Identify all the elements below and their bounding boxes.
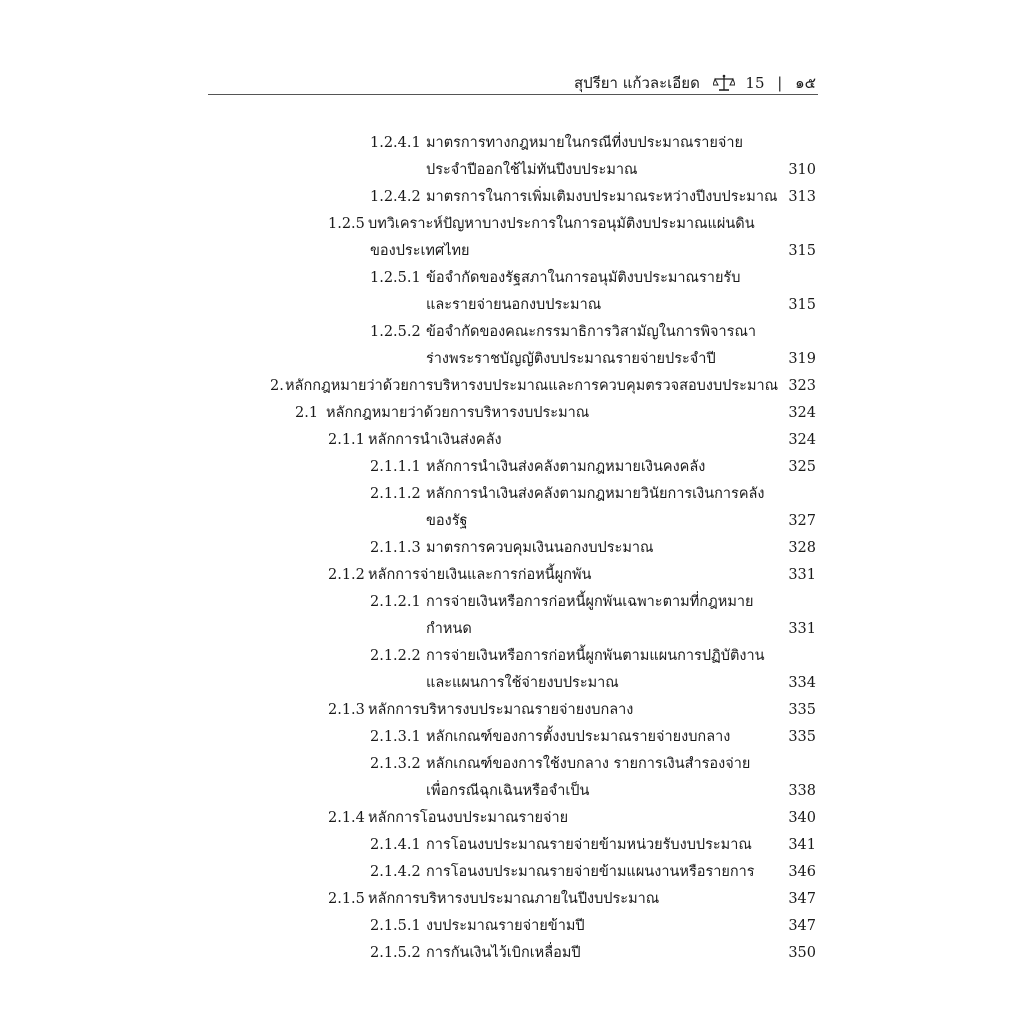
toc-line (0, 670, 1024, 697)
toc-entry (0, 481, 1024, 535)
toc-entry (0, 940, 1024, 967)
toc-line (0, 643, 1024, 670)
toc-title: ของรัฐ (426, 513, 468, 529)
toc-line (0, 319, 1024, 346)
toc-title: มาตรการในการเพิ่มเติมงบประมาณระหว่างปีงบประมาณ (426, 189, 778, 205)
toc-number: 2.1.2.2 (370, 648, 421, 664)
toc-line (0, 211, 1024, 238)
toc-title: เพื่อกรณีฉุกเฉินหรือจำเป็น (426, 783, 590, 799)
toc-number: 2.1.2.1 (370, 594, 421, 610)
toc-title: หลักการนำเงินส่งคลัง (368, 432, 502, 448)
toc-title: หลักกฎหมายว่าด้วยการบริหารงบประมาณ (326, 405, 590, 421)
toc-page-number: 335 (788, 702, 816, 718)
toc-entry (0, 184, 1024, 211)
toc-number: 1.2.4.2 (370, 189, 421, 205)
toc-entry (0, 130, 1024, 184)
toc-title: และรายจ่ายนอกงบประมาณ (426, 297, 602, 313)
toc-number: 2.1.4 (328, 810, 365, 826)
toc-title: มาตรการทางกฎหมายในกรณีที่งบประมาณรายจ่าย (426, 135, 744, 151)
toc-entry (0, 805, 1024, 832)
toc-page-number: 323 (788, 378, 816, 394)
toc-number: 2.1 (295, 405, 319, 421)
toc-title: หลักการบริหารงบประมาณภายในปีงบประมาณ (368, 891, 660, 907)
toc-number: 2.1.3.2 (370, 756, 421, 772)
toc-page-number: 331 (788, 621, 816, 637)
toc-title: หลักการนำเงินส่งคลังตามกฎหมายเงินคงคลัง (426, 459, 706, 475)
toc-page-number: 324 (788, 405, 816, 421)
toc-page-number: 347 (788, 891, 816, 907)
header-separator: | (777, 74, 783, 92)
toc-entry (0, 400, 1024, 427)
toc-line (0, 913, 1024, 940)
toc-line (0, 724, 1024, 751)
toc-line (0, 292, 1024, 319)
toc-entry (0, 643, 1024, 697)
header-page-number-thai: ๑๕ (795, 74, 816, 92)
toc-number: 2.1.1.1 (370, 459, 421, 475)
toc-entry (0, 913, 1024, 940)
toc-title: ประจำปีออกใช้ไม่ทันปีงบประมาณ (426, 162, 638, 178)
toc-line (0, 400, 1024, 427)
toc-title: กำหนด (426, 621, 472, 637)
toc-line (0, 427, 1024, 454)
toc-page-number: 341 (788, 837, 816, 853)
toc-line (0, 751, 1024, 778)
toc-title: ข้อจำกัดของคณะกรรมาธิการวิสามัญในการพิจารณา (426, 324, 757, 340)
toc-number: 2.1.5 (328, 891, 365, 907)
toc-entry (0, 373, 1024, 400)
toc-entry (0, 319, 1024, 373)
toc-number: 2.1.4.2 (370, 864, 421, 880)
toc-number: 2.1.2 (328, 567, 365, 583)
toc-title: การจ่ายเงินหรือการก่อหนี้ผูกพันเฉพาะตามที่กฎหมาย (426, 594, 754, 610)
toc-title: หลักการจ่ายเงินและการก่อหนี้ผูกพัน (368, 567, 592, 583)
toc-page-number: 350 (788, 945, 816, 961)
toc-line (0, 940, 1024, 967)
toc-entry (0, 265, 1024, 319)
toc-number: 2.1.4.1 (370, 837, 421, 853)
toc-line (0, 454, 1024, 481)
toc-page-number: 340 (788, 810, 816, 826)
toc-page-number: 315 (788, 243, 816, 259)
toc-page-number: 346 (788, 864, 816, 880)
toc-title: ร่างพระราชบัญญัติงบประมาณรายจ่ายประจำปี (426, 351, 716, 367)
toc-number: 2.1.3 (328, 702, 365, 718)
table-of-contents (0, 130, 1024, 967)
toc-entry (0, 562, 1024, 589)
toc-line (0, 265, 1024, 292)
toc-entry (0, 832, 1024, 859)
toc-title: หลักการนำเงินส่งคลังตามกฎหมายวินัยการเงินการคลัง (426, 486, 765, 502)
running-header (208, 68, 816, 96)
toc-entry (0, 427, 1024, 454)
toc-line (0, 373, 1024, 400)
toc-line (0, 886, 1024, 913)
toc-title: การโอนงบประมาณรายจ่ายข้ามหน่วยรับงบประมาณ (426, 837, 752, 853)
toc-title: หลักการโอนงบประมาณรายจ่าย (368, 810, 569, 826)
header-author: สุปรียา แก้วละเอียด (574, 74, 700, 92)
toc-title: ข้อจำกัดของรัฐสภาในการอนุมัติงบประมาณรายรับ (426, 270, 741, 286)
toc-page-number: 338 (788, 783, 816, 799)
header-page-number: 15 (745, 74, 765, 92)
toc-page-number: 324 (788, 432, 816, 448)
toc-entry (0, 589, 1024, 643)
toc-number: 1.2.5 (328, 216, 365, 232)
toc-title: มาตรการควบคุมเงินนอกงบประมาณ (426, 540, 654, 556)
toc-number: 2.1.1.2 (370, 486, 421, 502)
toc-line (0, 508, 1024, 535)
toc-page-number: 334 (788, 675, 816, 691)
toc-title: หลักเกณฑ์ของการตั้งงบประมาณรายจ่ายงบกลาง (426, 729, 731, 745)
toc-title: บทวิเคราะห์ปัญหาบางประการในการอนุมัติงบประมาณแผ่นดิน (368, 216, 755, 232)
toc-title: งบประมาณรายจ่ายข้ามปี (426, 918, 585, 934)
toc-page-number: 327 (788, 513, 816, 529)
toc-line (0, 535, 1024, 562)
toc-title: การโอนงบประมาณรายจ่ายข้ามแผนงานหรือรายการ (426, 864, 755, 880)
toc-number: 2.1.5.2 (370, 945, 421, 961)
toc-number: 2. (270, 378, 284, 394)
toc-number: 1.2.5.1 (370, 270, 421, 286)
toc-number: 2.1.5.1 (370, 918, 421, 934)
toc-line (0, 184, 1024, 211)
toc-title: การกันเงินไว้เบิกเหลื่อมปี (426, 945, 581, 961)
toc-entry (0, 886, 1024, 913)
toc-page-number: 347 (788, 918, 816, 934)
toc-line (0, 130, 1024, 157)
toc-page-number: 313 (788, 189, 816, 205)
toc-line (0, 157, 1024, 184)
toc-title: หลักกฎหมายว่าด้วยการบริหารงบประมาณและการควบคุมตรวจสอบงบประมาณ (285, 378, 779, 394)
toc-page-number: 335 (788, 729, 816, 745)
toc-number: 2.1.3.1 (370, 729, 421, 745)
toc-title: ของประเทศไทย (370, 243, 470, 259)
toc-number: 1.2.4.1 (370, 135, 421, 151)
toc-line (0, 832, 1024, 859)
scales-of-justice-icon (713, 74, 735, 92)
toc-line (0, 346, 1024, 373)
toc-number: 2.1.1.3 (370, 540, 421, 556)
toc-title: การจ่ายเงินหรือการก่อหนี้ผูกพันตามแผนการปฏิบัติงาน (426, 648, 765, 664)
toc-line (0, 589, 1024, 616)
header-rule (208, 94, 818, 95)
toc-line (0, 697, 1024, 724)
toc-title: และแผนการใช้จ่ายงบประมาณ (426, 675, 619, 691)
toc-page-number: 325 (788, 459, 816, 475)
toc-entry (0, 454, 1024, 481)
toc-line (0, 562, 1024, 589)
toc-entry (0, 535, 1024, 562)
toc-page-number: 331 (788, 567, 816, 583)
toc-entry (0, 724, 1024, 751)
toc-number: 1.2.5.2 (370, 324, 421, 340)
toc-page-number: 310 (788, 162, 816, 178)
toc-entry (0, 211, 1024, 265)
toc-line (0, 805, 1024, 832)
toc-entry (0, 751, 1024, 805)
toc-entry (0, 859, 1024, 886)
toc-title: หลักเกณฑ์ของการใช้งบกลาง รายการเงินสำรองจ่าย (426, 756, 751, 772)
toc-line (0, 859, 1024, 886)
toc-line (0, 778, 1024, 805)
toc-line (0, 481, 1024, 508)
toc-line (0, 238, 1024, 265)
toc-title: หลักการบริหารงบประมาณรายจ่ายงบกลาง (368, 702, 634, 718)
toc-line (0, 616, 1024, 643)
toc-page-number: 319 (788, 351, 816, 367)
toc-number: 2.1.1 (328, 432, 365, 448)
toc-page-number: 315 (788, 297, 816, 313)
toc-entry (0, 697, 1024, 724)
toc-page-number: 328 (788, 540, 816, 556)
